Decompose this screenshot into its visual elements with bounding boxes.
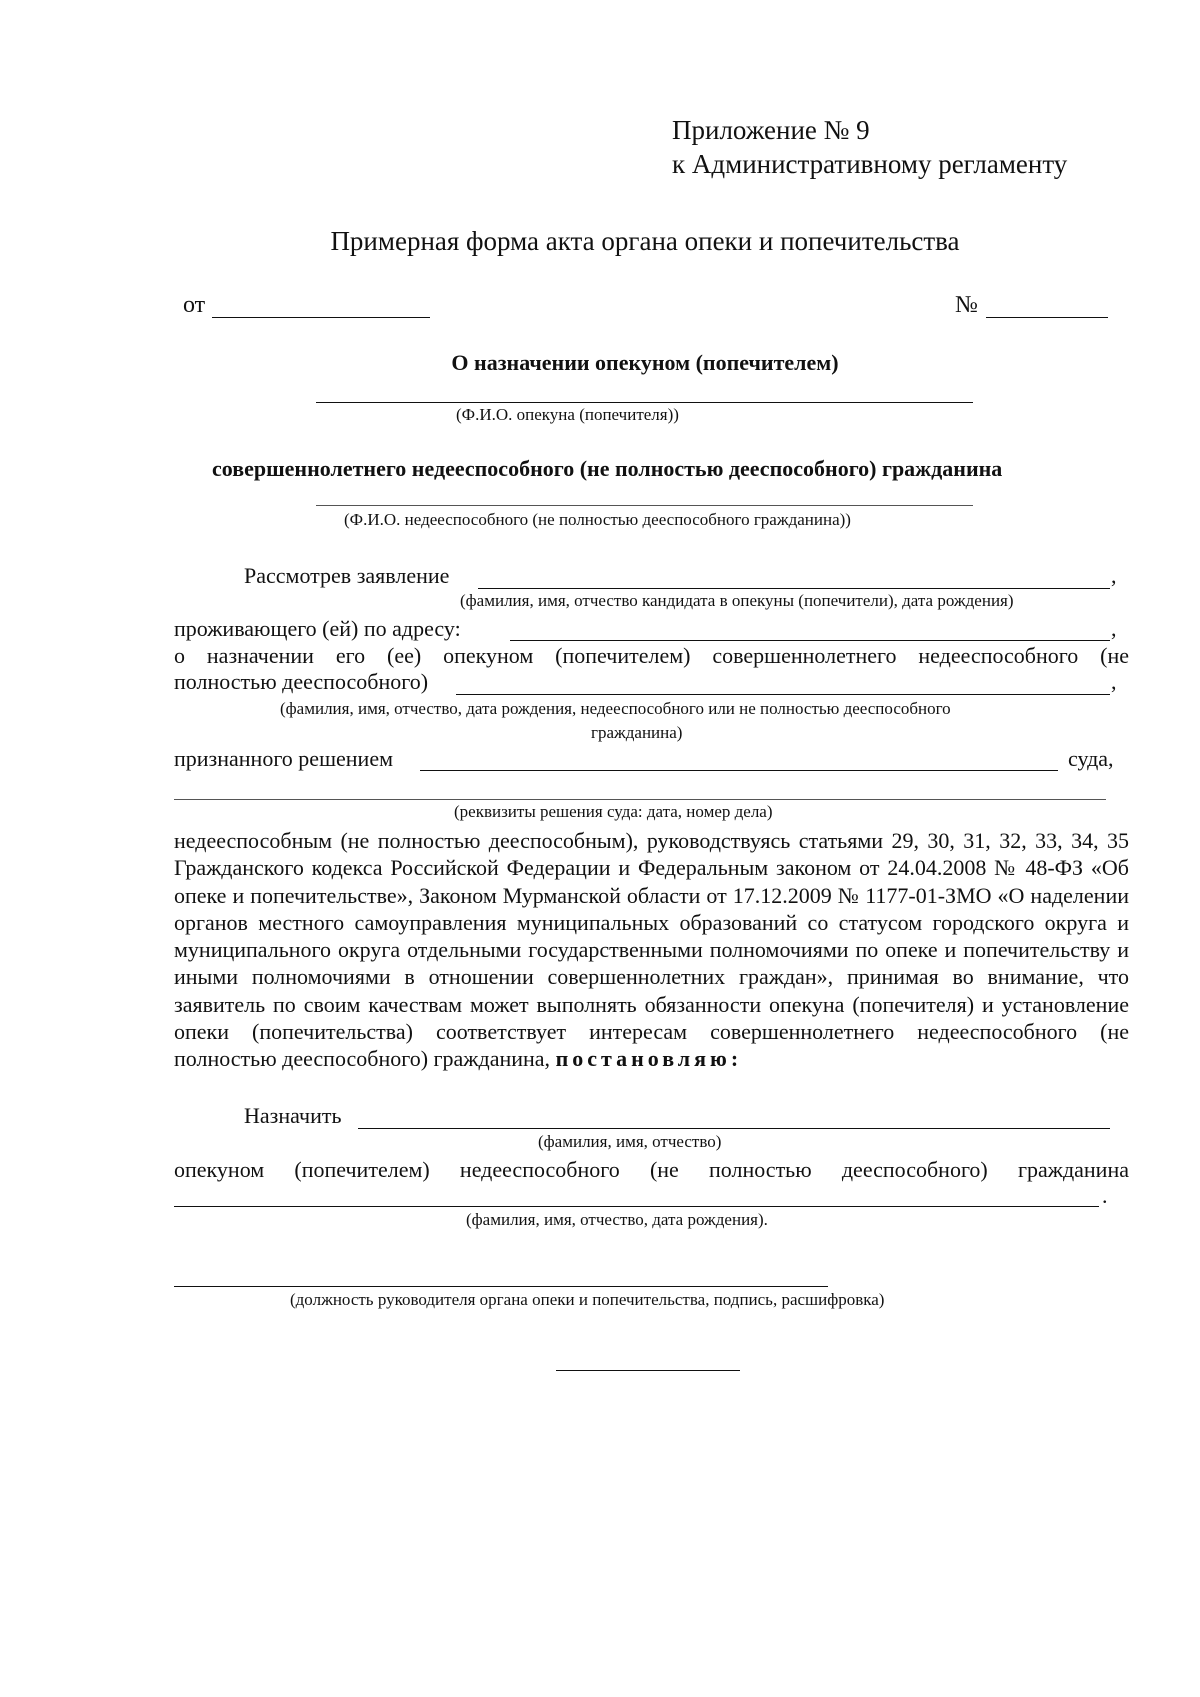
- date-field[interactable]: [212, 317, 430, 318]
- hint-guardian: (Ф.И.О. опекуна (попечителя)): [456, 405, 679, 424]
- hint-fio-birth: (фамилия, имя, отчество, дата рождения).: [466, 1210, 768, 1229]
- form-title: Примерная форма акта органа опеки и попечительства: [330, 226, 960, 256]
- hint-ward-full-2: гражданина): [591, 723, 683, 742]
- hint-ward-full-1: (фамилия, имя, отчество, дата рождения, недееспособного или не полностью дееспособного: [280, 699, 951, 718]
- end-divider: [556, 1370, 740, 1371]
- appointee-field[interactable]: [358, 1128, 1110, 1129]
- body-paragraph: [174, 827, 1129, 1073]
- ward-full-field[interactable]: [456, 694, 1110, 695]
- period: .: [1102, 1183, 1108, 1208]
- court-label: суда,: [1068, 746, 1114, 771]
- considered-label: Рассмотрев заявление: [244, 563, 450, 588]
- hint-candidate: (фамилия, имя, отчество кандидата в опекуны (попечители), дата рождения): [460, 591, 1014, 610]
- appoint-label: Назначить: [244, 1103, 342, 1128]
- date-prefix: от: [183, 292, 206, 318]
- act-title: О назначении опекуном (попечителем): [451, 350, 839, 375]
- ward-fio-birth-field[interactable]: [174, 1206, 1099, 1207]
- signature-field[interactable]: [174, 1286, 828, 1287]
- decree-word: постановляю:: [555, 1046, 743, 1072]
- recognized-label: признанного решением: [174, 746, 394, 771]
- hint-fio: (фамилия, имя, отчество): [538, 1132, 722, 1151]
- comma: ,: [1111, 563, 1117, 588]
- ward-name-field[interactable]: [316, 505, 973, 506]
- partially-label: полностью дееспособного): [174, 669, 429, 694]
- appendix-regulation: к Административному регламенту: [672, 149, 1068, 179]
- court-field[interactable]: [420, 770, 1058, 771]
- guardian-name-field[interactable]: [316, 402, 973, 403]
- hint-court: (реквизиты решения суда: дата, номер дела): [454, 802, 773, 821]
- hint-ward: (Ф.И.О. недееспособного (не полностью дееспособного гражданина)): [344, 510, 851, 529]
- number-field[interactable]: [986, 317, 1108, 318]
- candidate-field[interactable]: [478, 588, 1110, 589]
- court-details-field[interactable]: [174, 799, 1106, 800]
- subject-title: совершеннолетнего недееспособного (не полностью дееспособного) гражданина: [212, 456, 1003, 481]
- number-prefix: №: [955, 292, 978, 318]
- guardian-of-line: опекуном (попечителем) недееспособного (не полностью дееспособного) гражданина: [174, 1157, 1129, 1182]
- comma: ,: [1111, 669, 1117, 694]
- appendix-number: Приложение № 9: [672, 115, 870, 145]
- address-label: проживающего (ей) по адресу:: [174, 616, 461, 641]
- hint-signature: (должность руководителя органа опеки и попечительства, подпись, расшифровка): [290, 1290, 885, 1309]
- appointment-line: о назначении его (ее) опекуном (попечителем) совершеннолетнего недееспособного (не: [174, 643, 1129, 668]
- body-text: недееспособным (не полностью дееспособным), руководствуясь статьями 29, 30, 31, 32, 33, 34, 35 Гражданского кодекса Российской Федерации и Федеральным законом от 24.04.2008 № 48-ФЗ «Об опеке и попечительстве», Законом Мурманской области от 17.12.2009 № 1177-01-ЗМО «О наделении органов местного самоуправления муниципальных образований со статусом городского округа и муниципального округа отдельными государственными полномочиями по опеке и попечительству и иными полномочиями в отношении совершеннолетних граждан», принимая во внимание, что заявитель по своим качествам может выполнять обязанности опекуна (попечителя) и установление опеки (попечительства) соответствует интересам совершеннолетнего недееспособного (не полностью дееспособного) гражданина,: [174, 828, 1129, 1072]
- comma: ,: [1111, 616, 1117, 641]
- address-field[interactable]: [510, 640, 1110, 641]
